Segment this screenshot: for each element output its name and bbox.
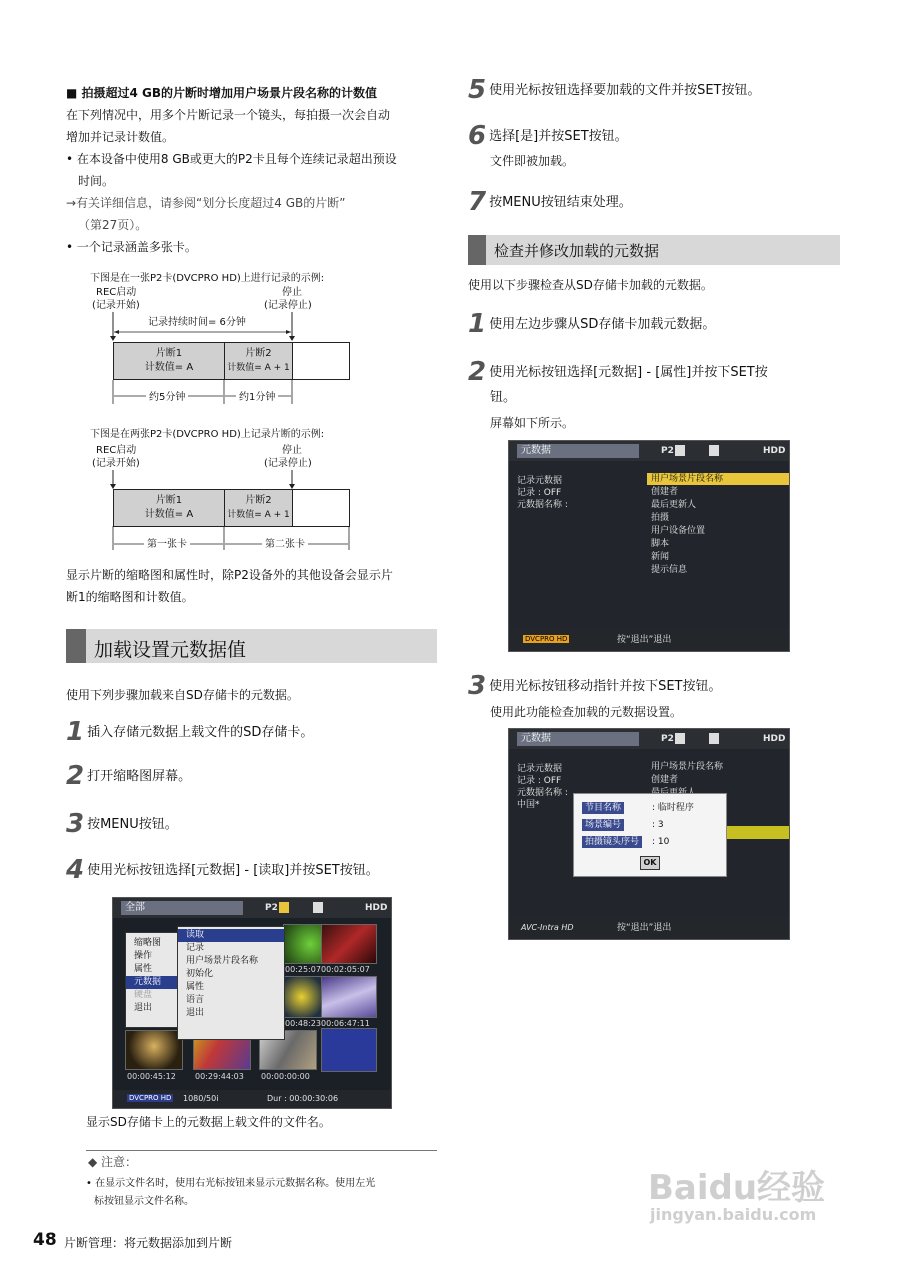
- step-text: 选择[是]并按SET按钮。: [489, 129, 628, 144]
- watermark-url: jingyan.baidu.com: [650, 1205, 817, 1224]
- note-line1: • 在显示文件名时，使用右光标按钮来显示元数据名称。使用左光: [86, 1178, 376, 1189]
- record-setting: 记录 : OFF: [517, 776, 562, 786]
- submenu-item-user-clip-name[interactable]: 用户场景片段名称: [186, 956, 259, 966]
- thumbnail-empty[interactable]: [321, 1028, 377, 1072]
- right-step-5: [468, 75, 761, 105]
- scene-number-label: 场景编号: [582, 819, 624, 831]
- submenu-item-exit[interactable]: 退出: [186, 1008, 205, 1018]
- submenu-item-read[interactable]: 读取: [178, 929, 284, 942]
- ok-button[interactable]: OK: [640, 856, 660, 870]
- property-item-memo[interactable]: 提示信息: [651, 565, 688, 575]
- diagram1-clip2-label: 片断2: [245, 348, 272, 359]
- hdd-indicator: HDD: [763, 446, 786, 456]
- reference-line1: →有关详细信息，请参阅“划分长度超过4 GB的片断”: [66, 196, 346, 210]
- right-step-3: [468, 671, 722, 701]
- note-line2: 标按钮显示文件名称。: [94, 1196, 194, 1207]
- property-item-shoot[interactable]: 拍摄: [651, 513, 670, 523]
- p2-indicator: P2: [265, 903, 278, 913]
- scene-number-value: : 3: [652, 820, 664, 830]
- metadata-submenu: [177, 926, 285, 1040]
- record-metadata-label: 记录元数据: [517, 476, 563, 486]
- subhead: ■ 拍摄超过4 GB的片断时增加用户场景片段名称的计数值: [66, 86, 378, 100]
- bullet1-line1: • 在本设备中使用8 GB或更大的P2卡且每个连续记录超出预设: [66, 152, 397, 166]
- property-item-news[interactable]: 新闻: [651, 552, 670, 562]
- submenu-item-language[interactable]: 语言: [186, 995, 205, 1005]
- diagram2-count1: 计数值= A: [144, 509, 194, 520]
- diagram1-stop-paren: (记录停止): [264, 300, 312, 311]
- menu-item-thumbnail[interactable]: 缩略图: [134, 938, 162, 948]
- left-step-2: [66, 761, 192, 791]
- timecode: 00:00:00:00: [261, 1072, 310, 1081]
- submenu-item-property[interactable]: 属性: [186, 982, 205, 992]
- metadata-property-screen: [508, 440, 790, 652]
- step-number: 3: [468, 671, 487, 701]
- diagram2-empty-box: [292, 489, 350, 527]
- property-item-script[interactable]: 脚本: [651, 539, 670, 549]
- property-item-user-clip-name[interactable]: 用户场景片段名称: [647, 473, 790, 485]
- diagram2-rec-start-paren: (记录开始): [92, 458, 140, 469]
- thumbnail[interactable]: [125, 1030, 183, 1070]
- step-text: 使用光标按钮移动指针并按下SET按钮。: [489, 679, 722, 694]
- para1-line1: 在下列情况中，用多个片断记录一个镜头，每拍摄一次会自动: [66, 108, 391, 122]
- menu-item-operation[interactable]: 操作: [134, 951, 153, 961]
- screen-title: 元数据: [517, 732, 639, 746]
- step-number: 7: [468, 187, 487, 217]
- diagram1-clip1-label: 片断1: [155, 348, 183, 359]
- step-number: 4: [66, 855, 85, 885]
- para2-line1: 显示片断的缩略图和属性时，除P2设备外的其他设备会显示片: [66, 568, 393, 582]
- footer-text: 片断管理：将元数据添加到片断: [64, 1236, 233, 1250]
- diagram1-caption: 下图是在一张P2卡(DVCPRO HD)上进行记录的示例:: [90, 273, 325, 284]
- timecode: 00:06:47:11: [321, 1019, 370, 1028]
- timecode: 00:00:45:12: [127, 1072, 176, 1081]
- format-badge: DVCPRO HD: [525, 635, 568, 643]
- diagram1-rec-start: REC启动: [96, 287, 137, 298]
- screen-topbar: [509, 729, 789, 749]
- slot1-icon: [279, 902, 289, 913]
- load-intro: 使用下列步骤加载来自SD存储卡的元数据。: [66, 688, 299, 702]
- step-number: 1: [66, 717, 85, 747]
- menu-item-hdd[interactable]: 硬盘: [134, 990, 153, 1000]
- diagram2-clip1-label: 片断1: [155, 495, 183, 506]
- step-text: 使用左边步骤从SD存储卡加载元数据。: [489, 317, 716, 332]
- take-number-value: : 10: [652, 837, 670, 847]
- page-number: 48: [33, 1230, 57, 1250]
- right-step-1: [468, 309, 716, 339]
- section-check-metadata: [468, 235, 840, 265]
- format-badge: AVC-Intra HD: [521, 923, 574, 932]
- diagram1-stop: 停止: [282, 287, 302, 298]
- diagram2-count2: 计数值= A + 1: [227, 510, 290, 520]
- step-number: 1: [468, 309, 487, 339]
- timecode: 00:29:44:03: [195, 1072, 244, 1081]
- reference-line2: （第27页）。: [78, 218, 148, 232]
- right-step-2-cont: 钮。: [490, 390, 517, 405]
- property-item-creator[interactable]: 创建者: [651, 487, 679, 497]
- timecode: 00:02:05:07: [321, 965, 370, 974]
- diagram2-clip2-label: 片断2: [245, 495, 272, 506]
- menu-item-metadata[interactable]: 元数据: [126, 976, 192, 989]
- take-number-label: 拍摄镜头序号: [582, 836, 642, 848]
- screen-caption: 显示SD存储卡上的元数据上载文件的文件名。: [86, 1115, 331, 1129]
- menu-item-exit[interactable]: 退出: [134, 1003, 153, 1013]
- bullet1-line2: 时间。: [78, 174, 115, 188]
- video-mode: 1080/50i: [183, 1094, 219, 1103]
- slot1-icon: [675, 733, 685, 744]
- left-step-1: [66, 717, 314, 747]
- diagram1-count2: 计数值= A + 1: [227, 363, 290, 373]
- record-metadata-label: 记录元数据: [517, 764, 563, 774]
- property-item-creator[interactable]: 创建者: [651, 775, 679, 785]
- step-text: 插入存储元数据上载文件的SD存储卡。: [87, 725, 314, 740]
- slot2-icon: [709, 733, 719, 744]
- user-clip-name-dialog: [573, 793, 727, 877]
- hdd-indicator: HDD: [763, 734, 786, 744]
- property-item-user-clip-name[interactable]: 用户场景片段名称: [651, 762, 724, 772]
- diagram2-rec-start: REC启动: [96, 445, 137, 456]
- right-step-2: [468, 357, 768, 387]
- diagram2-stop: 停止: [282, 445, 302, 456]
- diagram1-duration: 记录持续时间= 6分钟: [148, 317, 246, 328]
- right-step-7: [468, 187, 632, 217]
- left-step-4: [66, 855, 379, 885]
- section-bar: [468, 235, 486, 265]
- thumbnail-screen: [112, 897, 392, 1109]
- screen-topbar: [113, 898, 391, 918]
- diagram2-card1: 第一张卡: [144, 538, 190, 551]
- section-title: 检查并修改加载的元数据: [494, 242, 660, 260]
- right-step-6: [468, 121, 628, 151]
- metadata-detail-screen: [508, 728, 790, 940]
- record-setting: 记录 : OFF: [517, 488, 562, 498]
- section-bar: [66, 629, 86, 663]
- right-step-2-sub: 屏幕如下所示。: [490, 416, 575, 430]
- highlight-bar: [719, 826, 789, 839]
- exit-hint: 按“退出”退出: [617, 635, 672, 645]
- screen-statusbar: [113, 1090, 391, 1108]
- step-number: 3: [66, 809, 85, 839]
- slot2-icon: [709, 445, 719, 456]
- screen-statusbar: [509, 917, 789, 939]
- property-item-last-updater[interactable]: 最后更新人: [651, 500, 697, 510]
- p2-indicator: P2: [661, 446, 674, 456]
- diagram1-length2: 约1分钟: [236, 391, 278, 404]
- step-text: 使用光标按钮选择要加载的文件并按SET按钮。: [489, 83, 761, 98]
- submenu-item-initialize[interactable]: 初始化: [186, 969, 214, 979]
- hdd-indicator: HDD: [365, 903, 388, 913]
- section-title: 加载设置元数据值: [94, 639, 247, 661]
- diagram2-card2: 第二张卡: [262, 538, 308, 551]
- slot1-icon: [675, 445, 685, 456]
- diagram1-count1: 计数值= A: [144, 362, 194, 373]
- thumbnail[interactable]: [321, 924, 377, 964]
- metadata-name-setting: 元数据名称 :: [517, 500, 568, 510]
- step-text: 使用光标按钮选择[元数据] - [属性]并按下SET按: [489, 365, 768, 380]
- program-name-label: 节目名称: [582, 802, 624, 814]
- left-step-3: [66, 809, 178, 839]
- format-badge: DVCPRO HD: [129, 1094, 172, 1102]
- diagram2-caption: 下图是在两张P2卡(DVCPRO HD)上记录片断的示例:: [90, 429, 325, 440]
- screen-title: 全部: [121, 901, 243, 915]
- diagram1-length1: 约5分钟: [146, 391, 188, 404]
- step-number: 5: [468, 75, 487, 105]
- diagram2-stop-paren: (记录停止): [264, 458, 312, 469]
- p2-indicator: P2: [661, 734, 674, 744]
- step-number: 2: [66, 761, 85, 791]
- metadata-name-value: 中国*: [517, 800, 540, 810]
- bullet2: • 一个记录涵盖多张卡。: [66, 240, 197, 254]
- property-item-location[interactable]: 用户设备位置: [651, 526, 706, 536]
- note-heading: ◆ 注意：: [88, 1155, 138, 1169]
- screen-statusbar: [509, 629, 789, 651]
- timecode: 00:48:23: [285, 1019, 321, 1028]
- screen-topbar: [509, 441, 789, 461]
- thumbnail[interactable]: [321, 976, 377, 1018]
- timecode: 00:25:07: [285, 965, 321, 974]
- submenu-item-record[interactable]: 记录: [186, 943, 205, 953]
- screen-title: 元数据: [517, 444, 639, 458]
- note-divider: [86, 1150, 437, 1151]
- program-name-value: : 临时程序: [652, 803, 694, 813]
- exit-hint: 按“退出”退出: [617, 923, 672, 933]
- slot2-icon: [313, 902, 323, 913]
- para1-line2: 增加并记录计数值。: [66, 130, 175, 144]
- right-step-3-sub: 使用此功能检查加载的元数据设置。: [490, 705, 683, 719]
- step-number: 6: [468, 121, 487, 151]
- step-text: 打开缩略图屏幕。: [87, 769, 192, 784]
- duration: Dur : 00:00:30:06: [267, 1094, 339, 1103]
- diagram1-empty-box: [292, 342, 350, 380]
- step-text: 按MENU按钮。: [87, 817, 178, 832]
- section-load-metadata: [66, 629, 437, 663]
- diagram1-rec-start-paren: (记录开始): [92, 300, 140, 311]
- menu-item-property[interactable]: 属性: [134, 964, 153, 974]
- watermark-logo: Baidu经验: [648, 1168, 826, 1208]
- step-number: 2: [468, 357, 487, 387]
- right-step-6-sub: 文件即被加载。: [490, 154, 575, 168]
- step-text: 按MENU按钮结束处理。: [489, 195, 632, 210]
- step-text: 使用光标按钮选择[元数据] - [读取]并按SET按钮。: [87, 863, 379, 878]
- metadata-name-setting: 元数据名称 :: [517, 788, 568, 798]
- check-intro: 使用以下步骤检查从SD存储卡加载的元数据。: [468, 278, 713, 292]
- para2-line2: 断1的缩略图和计数值。: [66, 590, 194, 604]
